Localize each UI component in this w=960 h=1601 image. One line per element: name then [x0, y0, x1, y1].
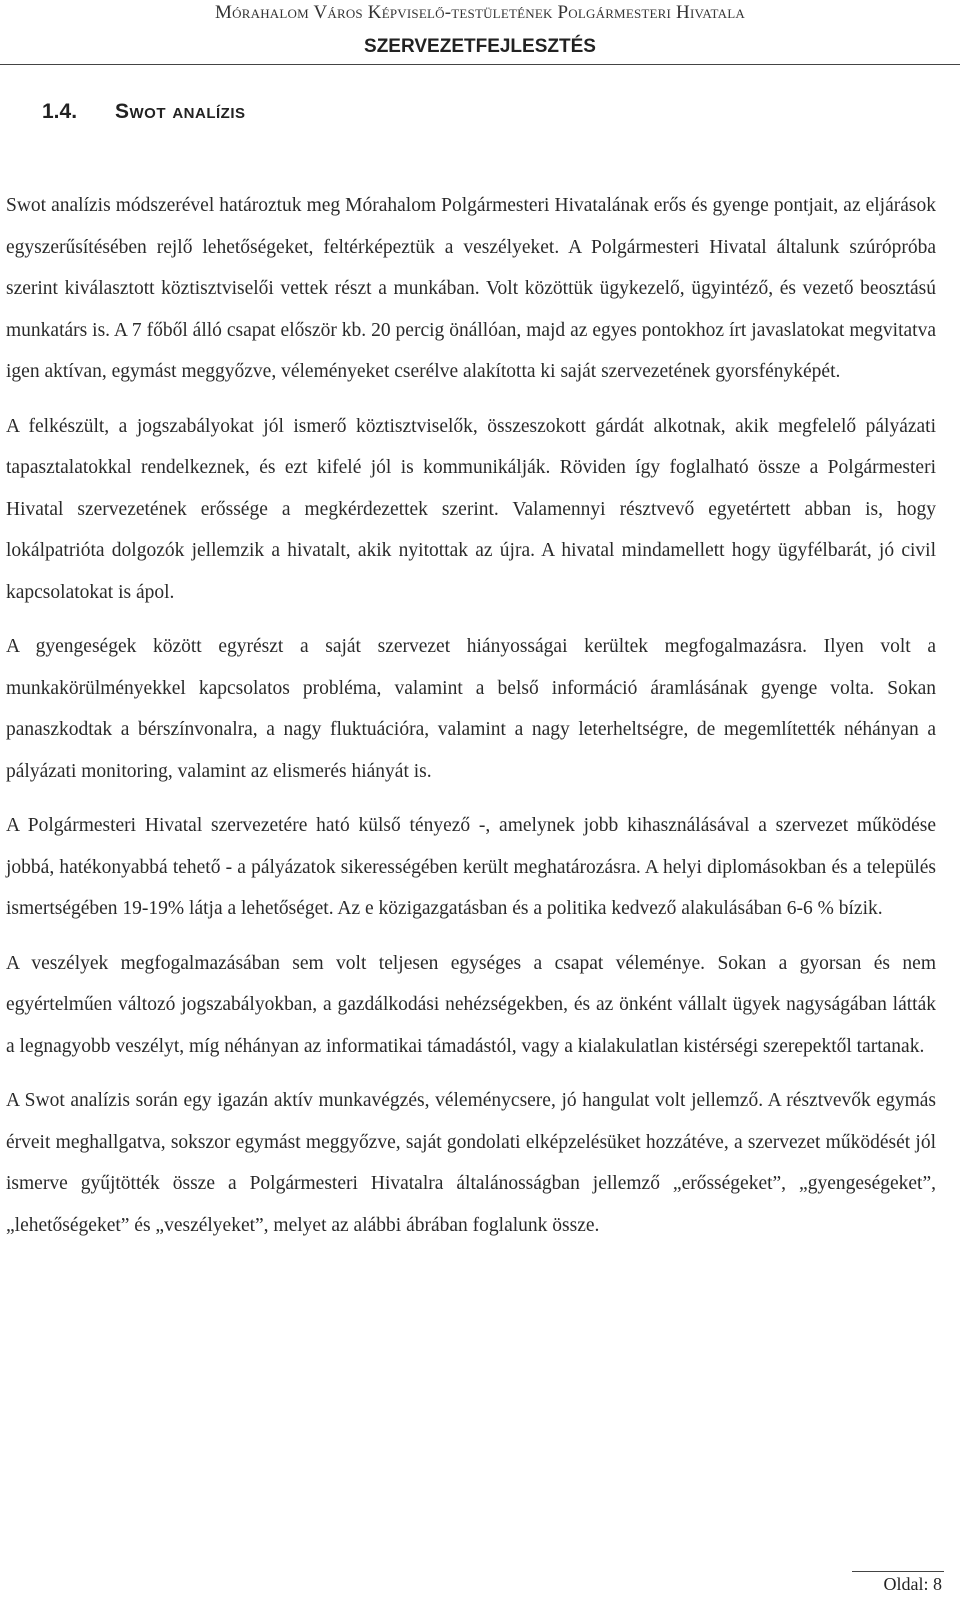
- paragraph: A veszélyek megfogalmazásában sem volt teljesen egységes a csapat véleménye. Sokan a gyorsan és nem egyértelműen változó jogszabályokban, a gazdálkodási nehézségekben, és az önként vállalt ügyek nagyságában látták a legnagyobb veszélyt, míg néhányan az informatikai támadástól, vagy a kialakulatlan kistérségi szerepektől tartanak.: [6, 952, 936, 1057]
- paragraph: Swot analízis módszerével határoztuk meg Mórahalom Polgármesteri Hivatalának erős és gyenge pontjait, az eljárások egyszerűsítésében rejlő lehetőségeket, feltérképeztük a veszélyeket. A Polgármesteri Hivatal általunk szúrópróba szerint kiválasztott köztisztviselői vettek részt a munkában. Volt közöttük ügykezelő, ügyintéző, és vezető beosztású munkatárs is. A 7 főből álló csapat először kb. 20 percig önállóan, majd az egyes pontokhoz írt javaslatokat megvitatva igen aktívan, egymást meggyőzve, véleményeket cserélve alakította ki saját szervezetének gyorsfényképét.: [6, 195, 936, 382]
- page-number: Oldal: 8: [883, 1574, 942, 1594]
- paragraph: A Swot analízis során egy igazán aktív munkavégzés, véleménycsere, jó hangulat volt jellemző. A résztvevők egymás érveit meghallgatva, sokszor egymást meggyőzve, saját gondolati elképzelésüket hozzátéve, a szervezet működését jól ismerve gyűjtötték össze a Polgármesteri Hivatalra általánosságban jellemző „erősségeket”, „gyengeségeket”, „lehetőségeket” és „veszélyeket”, melyet az alábbi ábrában foglalunk össze.: [6, 1090, 936, 1236]
- header-divider: [0, 64, 960, 65]
- paragraph: A felkészült, a jogszabályokat jól ismerő köztisztviselők, összeszokott gárdát alkotnak, akik megfelelő pályázati tapasztalatokkal rendelkeznek, és ezt kifelé jól is kommunikálják. Röviden így foglalható össze a Polgármesteri Hivatal szervezetének erőssége a megkérdezettek szerint. Valamennyi résztvevő egyetértett abban is, hogy lokálpatrióta dolgozók jellemzik a hivatalt, akik nyitottak az újra. A hivatal mindamellett hogy ügyfélbarát, jó civil kapcsolatokat is ápol.: [6, 415, 936, 603]
- document-subtitle: SZERVEZETFEJLESZTÉS: [364, 36, 596, 57]
- section-number: 1.4.: [42, 100, 78, 123]
- organization-name: Mórahalom Város Képviselő-testületének Polgármesteri Hivatala: [215, 2, 745, 23]
- section-title: Swot analízis: [115, 100, 246, 123]
- paragraph: A gyengeségek között egyrészt a saját szervezet hiányosságai kerültek megfogalmazásra. Ilyen volt a munkakörülményekkel kapcsolatos probléma, valamint a belső információ áramlásának gyenge volta. Sokan panaszkodtak a bérszínvonalra, a nagy fluktuációra, valamint a nagy leterheltségre, de megemlítették néhányan a pályázati monitoring, valamint az elismerés hiányát is.: [6, 636, 936, 782]
- footer-divider: [852, 1571, 944, 1572]
- paragraph: A Polgármesteri Hivatal szervezetére ható külső tényező -, amelynek jobb kihasználásával a szervezet működése jobbá, hatékonyabbá tehető - a pályázatok sikerességében került meghatározásra. A helyi diplomásokban és a település ismertségében 19-19% látja a lehetőséget. Az e közigazgatásban és a politika kedvező alakulásában 6-6 % bízik.: [6, 815, 936, 919]
- section-heading: [42, 100, 246, 124]
- document-body: [6, 185, 936, 1259]
